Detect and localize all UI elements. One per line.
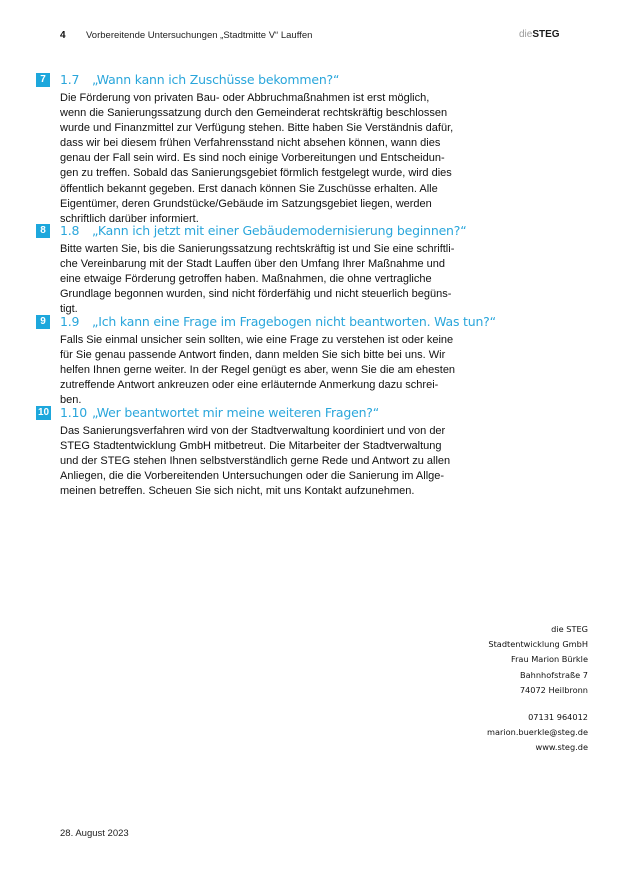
- body-line: eine etwaige Förderung getroffen haben. Maßnahmen, die ohne vertragliche: [60, 273, 432, 286]
- body-line: Falls Sie einmal unsicher sein sollten, wie eine Frage zu verstehen ist oder keine: [60, 334, 454, 346]
- body-line: tigt.: [60, 303, 78, 316]
- body-line: ben.: [60, 394, 82, 407]
- section-1-9: [36, 314, 496, 408]
- document-title: Vorbereitende Untersuchungen „Stadtmitte V“ Lauffen: [86, 30, 313, 41]
- body-line: dass wir bei diesem frühen Verfahrensstand nicht absehen können, wann dies: [60, 137, 441, 150]
- section-badge: 9: [36, 315, 50, 329]
- section-body: [60, 91, 480, 227]
- section-title: [60, 405, 379, 420]
- section-badge: 8: [36, 224, 50, 238]
- body-line: für Sie genau passende Antwort finden, dann melden Sie sich bitte bei uns. Wir: [60, 349, 446, 362]
- body-line: öffentlich bekannt gegeben. Erst danach können Sie Zuschüsse erhalten. Alle: [60, 182, 438, 195]
- contact-company: Stadtentwicklung GmbH: [488, 639, 588, 650]
- section-body: [60, 242, 480, 317]
- body-line: Die Förderung von privaten Bau- oder Abbruchmaßnahmen ist erst möglich,: [60, 92, 430, 104]
- contact-person: Frau Marion Bürkle: [510, 654, 588, 665]
- section-question: „Ich kann eine Frage im Fragebogen nicht beantworten. Was tun?“: [92, 314, 496, 329]
- section-number: 1.10: [60, 405, 88, 420]
- contact-phone: 07131 964012: [528, 712, 588, 723]
- body-line: Das Sanierungsverfahren wird von der Stadtverwaltung koordiniert und von der: [60, 425, 446, 437]
- body-line: schriftlich darüber informiert.: [60, 212, 199, 225]
- section-1-7: [36, 72, 476, 227]
- logo-die: die: [519, 29, 533, 40]
- footer-date: 28. August 2023: [60, 828, 129, 839]
- section-heading: [36, 72, 476, 90]
- body-line: Eigentümer, deren Grundstücke/Gebäude im Satzungsgebiet liegen, werden: [60, 197, 432, 210]
- section-1-10: [36, 405, 476, 499]
- section-body: [60, 333, 480, 408]
- section-badge: 7: [36, 73, 50, 87]
- logo-steg: STEG: [532, 29, 560, 40]
- section-number: 1.7: [60, 72, 80, 87]
- page-header: [0, 30, 620, 46]
- body-line: meinen betreffen. Scheuen Sie sich nicht, mit uns Kontakt aufzunehmen.: [60, 485, 415, 498]
- section-number: 1.8: [60, 223, 80, 238]
- section-question: „Wer beantwortet mir meine weiteren Fragen?“: [92, 405, 380, 420]
- contact-block: [487, 622, 588, 756]
- body-line: wurde und Finanzmittel zur Verfügung stehen. Bitte haben Sie Verständnis dafür,: [60, 122, 454, 135]
- section-heading: [36, 314, 496, 332]
- section-heading: [36, 405, 476, 423]
- section-title: [60, 223, 467, 238]
- body-line: Grundlage begonnen wurden, sind nicht förderfähig und nicht steuerlich begüns-: [60, 288, 452, 301]
- section-heading: [36, 223, 476, 241]
- body-line: zutreffende Antwort ankreuzen oder eine erläuternde Anmerkung dazu schrei-: [60, 379, 439, 392]
- contact-email[interactable]: marion.buerkle@steg.de: [486, 727, 588, 738]
- body-line: Anliegen, die die Vorbereitenden Untersuchungen oder die Sanierung im Allge-: [60, 470, 445, 483]
- section-number: 1.9: [60, 314, 80, 329]
- contact-city: 74072 Heilbronn: [519, 684, 588, 695]
- body-line: Bitte warten Sie, bis die Sanierungssatzung rechtskräftig ist und Sie eine schriftli-: [60, 243, 455, 255]
- contact-street: Bahnhofstraße 7: [520, 669, 588, 680]
- body-line: gen zu treffen. Sobald das Sanierungsgebiet förmlich festgelegt wurde, wird dies: [60, 167, 452, 180]
- body-line: helfen Ihnen gerne weiter. In der Regel genügt es aber, wenn Sie die am ehesten: [60, 364, 456, 377]
- section-body: [60, 424, 480, 499]
- section-title: [60, 314, 496, 329]
- section-title: [60, 72, 339, 87]
- body-line: genau der Fall sein wird. Es sind noch einige Vorbereitungen und Entscheidun-: [60, 152, 445, 165]
- page-number: 4: [60, 30, 66, 41]
- section-question: „Wann kann ich Zuschüsse bekommen?“: [92, 72, 340, 87]
- steg-logo: [519, 29, 560, 40]
- body-line: und der STEG stehen Ihnen selbstverständlich gerne Rede und Antwort zu allen: [60, 455, 451, 468]
- contact-spacer: [487, 698, 588, 710]
- contact-web[interactable]: www.steg.de: [535, 742, 588, 753]
- contact-org: die STEG: [551, 624, 588, 634]
- body-line: STEG Stadtentwicklung GmbH mitbetreut. Die Mitarbeiter der Stadtverwaltung: [60, 440, 442, 453]
- section-question: „Kann ich jetzt mit einer Gebäudemodernisierung beginnen?“: [92, 223, 467, 238]
- section-1-8: [36, 223, 476, 317]
- section-badge: 10: [38, 407, 50, 418]
- body-line: wenn die Sanierungssatzung durch den Gemeinderat rechtskräftig beschlossen: [60, 107, 448, 120]
- body-line: che Vereinbarung mit der Stadt Lauffen über den Umfang Ihrer Maßnahme und: [60, 258, 446, 271]
